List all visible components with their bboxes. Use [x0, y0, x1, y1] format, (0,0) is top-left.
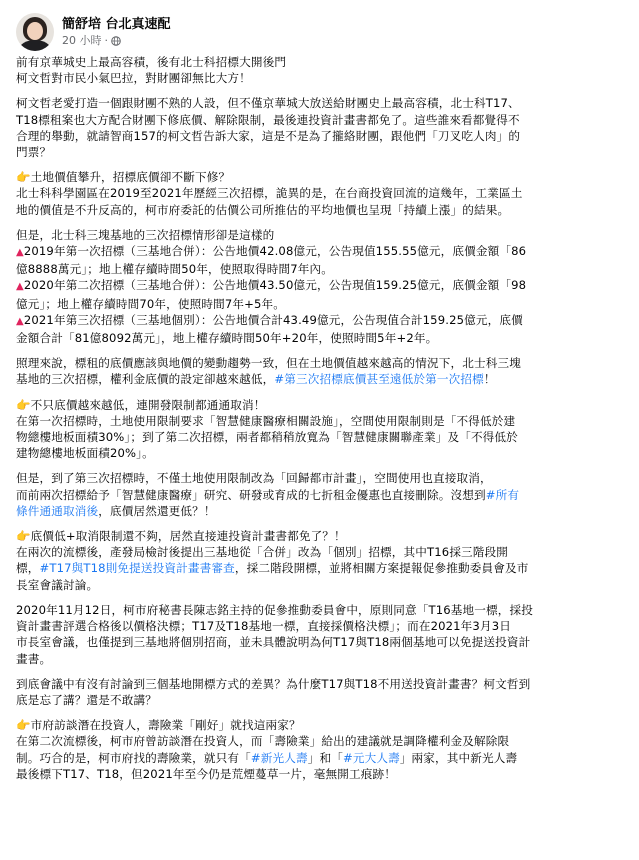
post-header	[16, 0, 639, 54]
paragraph-questions: 到底會議中有沒有討論到三個基地開標方式的差異？為什麼T17與T18不用送投資計畫書？柯文哲到 底是忘了講？還是不敢講？	[16, 676, 531, 707]
author-name[interactable]: 簡舒培 台北真速配	[62, 17, 171, 32]
hashtag-link[interactable]: #元大人壽	[342, 750, 400, 765]
paragraph-tender-history: 但是，北士科三塊基地的三次招標情形卻是這樣的 ▲2019年第一次招標（三基地合併）：公告地價42.08億元，公告現值155.55億元，底價金額「86 億8888萬元」；地上權存續時間50年，使照取得時間7年內。 ▲2020年第二次招標（三基地合併）：公告地價43.50億元，公告現值159.25億元，底價金額「98 億元」；地上權存續時間70年，使照時間7年+5年。 ▲2021年第三次招標（三基地個別）：公告地價合計43.49億元，公告現值合計159.25億元，底價 金額合計「81億8092萬元」，地上權存續時間50年+20年，使照時間5年+2年。	[16, 227, 527, 346]
red-triangle-icon: ▲	[16, 281, 24, 293]
pointing-hand-icon: 👉	[16, 170, 31, 185]
paragraph-investment-plan: 👉底價低+取消限制還不夠，居然直接連投資計畫書都免了？！ 在兩次的流標後，產發局檢討後提出三基地從「合併」改為「個別」招標，其中T16採三階段開 標，#T17與T18則免提送投資計畫書審查，採二階段開標，並將相關方案提報促參推動委員會及市 長室會議討論。	[16, 529, 529, 592]
post-timestamp[interactable]: 20 小時	[62, 34, 102, 47]
paragraph-third-tender: 但是，到了第三次招標時，不僅土地使用限制改為「回歸都市計畫」，空間使用也直接取消， 而前兩次招標給予「智慧健康醫療」研究、研發或育成的七折租金優惠也直接刪除。沒想到#所有 條件通通取消後，底價居然還更低？！	[16, 471, 520, 518]
pointing-hand-icon: 👉	[16, 718, 31, 733]
hashtag-link[interactable]: 條件通通取消後	[16, 503, 99, 518]
paragraph-restrictions: 👉不只底價越來越低，連開發限制都通通取消！ 在第一次招標時，土地使用限制要求「智慧健康醫療相關設施」，空間使用限制則是「不得低於建 物總樓地板面積30%」；到了第二次招標，兩者都稍稍放寬為「智慧健康關聯產業」及「不得低於 建物總樓地板面積20%」。	[16, 397, 518, 461]
hashtag-link[interactable]: #所有	[485, 487, 520, 502]
hashtag-link[interactable]: #T17與T18則免提送投資計畫書審查	[39, 561, 235, 576]
hashtag-link[interactable]: #新光人壽	[250, 750, 308, 765]
paragraph-insurers: 👉市府訪談潛在投資人，壽險業「剛好」就找這兩家？ 在第二次流標後，柯市府曾訪談潛在投資人，而「壽險業」給出的建議就是調降權利金及解除限 制。巧合的是，柯市府找的壽險業，就只有「#新光人壽」和「#元大人壽」兩家，其中新光人壽 最後標下T17、T18，但2021年至今仍是荒煙蔓草一片，毫無開工痕跡！	[16, 718, 518, 781]
paragraph-price-trend: 照理來說，標租的底價應該與地價的變動趨勢一致，但在土地價值越來越高的情況下，北士科三塊 基地的三次招標，權利金底價的設定卻越來越低，#第三次招標底價甚至遠低於第一次招標！	[16, 356, 521, 387]
paragraph-intro: 前有京華城史上最高容積，後有北士科招標大開後門 柯文哲對市民小氣巴拉，對財團卻無比大方！	[16, 55, 287, 86]
meta-separator: ·	[104, 34, 108, 47]
hashtag-link[interactable]: #第三次招標底價甚至遠低於第一次招標	[274, 372, 484, 387]
pointing-hand-icon: 👉	[16, 529, 31, 544]
author-avatar[interactable]	[16, 13, 54, 51]
paragraph-persona: 柯文哲老愛打造一個跟財團不熟的人設，但不僅京華城大放送給財團史上最高容積，北士科T17、 T18標租案也大方配合財團下修底價、解除限制，最後連投資計畫書都免了。這些誰來看都覺得不 合理的舉動，就請智商157的柯文哲告訴大家，這是不是為了攏絡財團，跟他們「刀叉吃人肉」的 門票？	[16, 96, 521, 160]
post-body	[16, 54, 639, 782]
pointing-hand-icon: 👉	[16, 397, 31, 412]
red-triangle-icon: ▲	[16, 247, 24, 259]
globe-icon	[111, 36, 121, 46]
paragraph-land-value: 👉土地價值攀升，招標底價卻不斷下修？ 北士科科學園區在2019至2021年歷經三次招標，詭異的是，在台商投資回流的這幾年，工業區土 地的價值是不升反高的，柯市府委託的估價公司所推估的平均地價也呈現「持續上漲」的結果。	[16, 170, 523, 217]
post-meta	[62, 16, 171, 48]
paragraph-committee: 2020年11月12日，柯市府秘書長陳志銘主持的促參推動委員會中，原則同意「T16基地一標，採投 資計畫書評選合格後以價格決標；T17及T18基地一標，直接採價格決標」；而在2021年3月3日 市長室會議，也僅提到三基地將個別招商，並未具體說明為何T17與T18兩個基地可以免提送投資計 畫書。	[16, 602, 534, 666]
red-triangle-icon: ▲	[16, 315, 24, 327]
post-subline	[62, 33, 171, 48]
